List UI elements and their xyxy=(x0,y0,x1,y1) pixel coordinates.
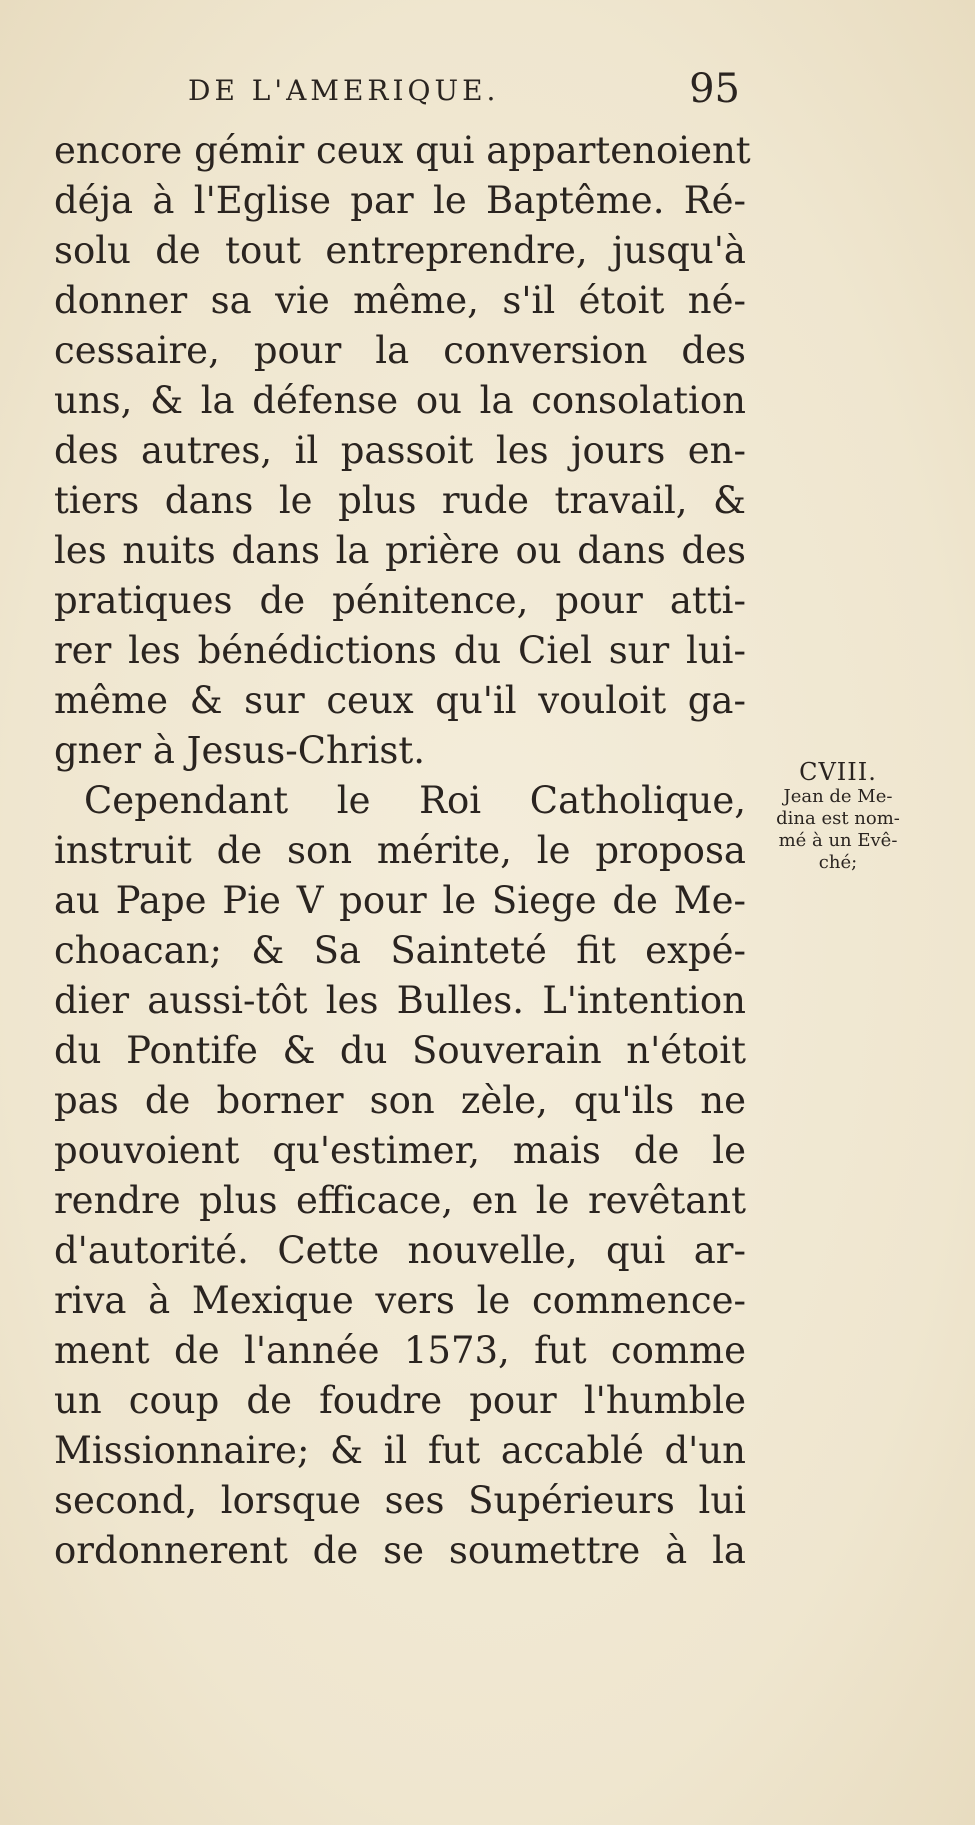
text-line: rendre plus efficace, en le revêtant xyxy=(54,1179,746,1222)
page-header xyxy=(150,66,740,116)
text-line: tiers dans le plus rude travail, & xyxy=(54,479,746,522)
text-line: Missionnaire; & il fut accablé d'un xyxy=(54,1429,746,1472)
text-line: déja à l'Eglise par le Baptême. Ré- xyxy=(54,179,746,222)
text-line: ment de l'année 1573, fut comme xyxy=(54,1329,746,1372)
text-line: dier aussi-tôt les Bulles. L'intention xyxy=(54,979,746,1022)
text-line: gner à Jesus-Christ. xyxy=(54,729,425,772)
text-line: cessaire, pour la conversion des xyxy=(54,329,746,372)
text-line: second, lorsque ses Supérieurs lui xyxy=(54,1479,746,1522)
text-line: riva à Mexique vers le commence- xyxy=(54,1279,746,1322)
text-line: instruit de son mérite, le proposa xyxy=(54,829,746,872)
marginal-note-line: mé à un Evê- xyxy=(778,830,898,851)
marginal-note xyxy=(748,758,928,874)
text-line: des autres, il passoit les jours en- xyxy=(54,429,746,472)
text-line: uns, & la défense ou la consolation xyxy=(54,379,746,422)
text-line: solu de tout entreprendre, jusqu'à xyxy=(54,229,746,272)
text-line: d'autorité. Cette nouvelle, qui ar- xyxy=(54,1229,746,1272)
text-line: donner sa vie même, s'il étoit né- xyxy=(54,279,746,322)
marginal-note-line: Jean de Me- xyxy=(783,786,893,807)
text-line: encore gémir ceux qui appartenoient xyxy=(54,129,751,172)
text-line: ordonnerent de se soumettre à la xyxy=(54,1529,746,1572)
text-line: Cependant le Roi Catholique, xyxy=(84,779,746,822)
text-line: choacan; & Sa Sainteté fit expé- xyxy=(54,929,746,972)
page-number: 95 xyxy=(689,66,740,112)
text-line: les nuits dans la prière ou dans des xyxy=(54,529,746,572)
text-line: un coup de foudre pour l'humble xyxy=(54,1379,746,1422)
text-line: rer les bénédictions du Ciel sur lui- xyxy=(54,629,746,672)
text-line: même & sur ceux qu'il vouloit ga- xyxy=(54,679,746,722)
text-line: au Pape Pie V pour le Siege de Me- xyxy=(54,879,746,922)
body-text xyxy=(54,126,751,1576)
marginal-note-line: ché; xyxy=(818,852,858,873)
marginal-note-line: dina est nom- xyxy=(776,808,900,829)
marginal-note-number: CVIII. xyxy=(799,758,877,786)
text-line: pouvoient qu'estimer, mais de le xyxy=(54,1129,746,1172)
text-line: pratiques de pénitence, pour atti- xyxy=(54,579,746,622)
text-line: du Pontife & du Souverain n'étoit xyxy=(54,1029,746,1072)
text-line: pas de borner son zèle, qu'ils ne xyxy=(54,1079,746,1122)
running-title: DE L'AMERIQUE. xyxy=(188,74,500,107)
